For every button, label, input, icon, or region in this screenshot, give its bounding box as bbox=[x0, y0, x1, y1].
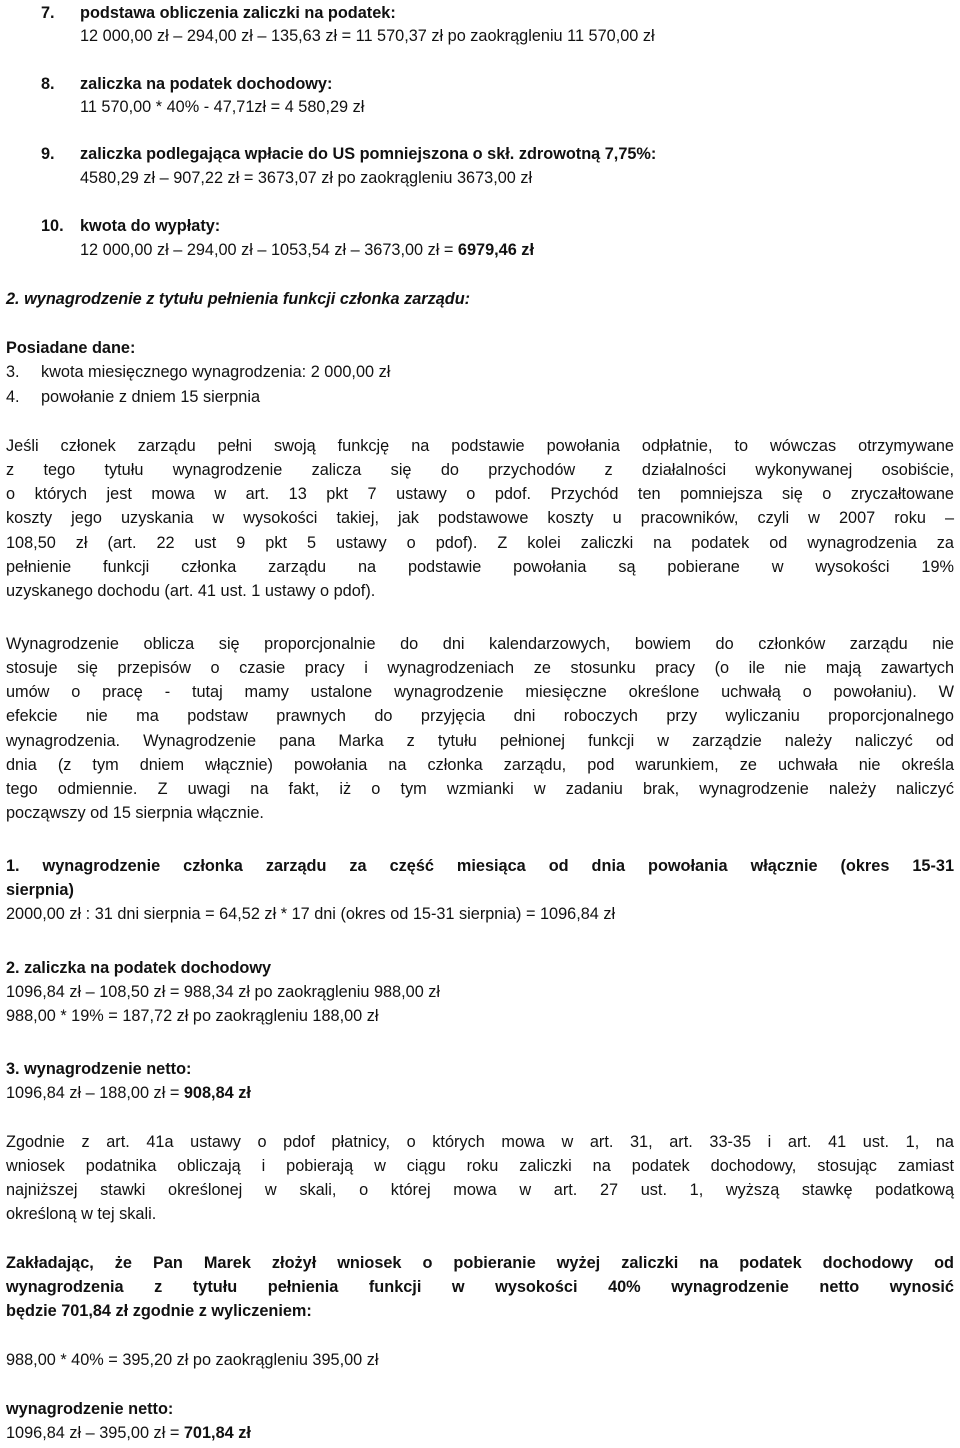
paragraph-3-line-4: określoną w tej skali. bbox=[6, 1205, 157, 1223]
calc-1-heading-line-2: sierpnia) bbox=[6, 881, 74, 899]
item-8-number: 8. bbox=[41, 75, 55, 93]
paragraph-2-line-5: wynagrodzenia. Wynagrodzenie pana Marka z tytułu pełnionej funkcji w zarządzie należy naliczyć od bbox=[6, 732, 954, 750]
item-10-calculation bbox=[80, 242, 534, 258]
final-calculation-text: 1096,84 zł – 395,00 zł = bbox=[6, 1424, 184, 1442]
final-heading: wynagrodzenie netto: bbox=[6, 1400, 174, 1418]
given-data-label: Posiadane dane: bbox=[6, 339, 136, 357]
paragraph-2-line-1: Wynagrodzenie oblicza się proporcjonalnie do dni kalendarzowych, bowiem do członków zarządu nie bbox=[6, 635, 954, 653]
given-data-item-3-text: kwota miesięcznego wynagrodzenia: 2 000,00 zł bbox=[41, 363, 391, 381]
paragraph-1-line-1: Jeśli członek zarządu pełni swoją funkcję na podstawie powołania odpłatnie, to wówczas otrzymywane bbox=[6, 437, 954, 455]
paragraph-1-line-5: 108,50 zł (art. 22 ust 9 pkt 5 ustawy o pdof). Z kolei zaliczki na podatek od wynagrodzenia za bbox=[6, 534, 954, 552]
paragraph-1-line-7: uzyskanego dochodu (art. 41 ust. 1 ustawy o pdof). bbox=[6, 582, 376, 600]
item-10-title: kwota do wypłaty: bbox=[80, 217, 221, 235]
item-8-calculation: 11 570,00 * 40% - 47,71zł = 4 580,29 zł bbox=[80, 98, 365, 116]
section-2-heading: 2. wynagrodzenie z tytułu pełnienia funkcji członka zarządu: bbox=[6, 290, 471, 308]
paragraph-2-line-3: umów o pracę - tutaj mamy ustalone wynagrodzenie miesięczne określone uchwałą o powołaniu). W bbox=[6, 683, 954, 701]
given-data-item-4-text: powołanie z dniem 15 sierpnia bbox=[41, 388, 261, 406]
item-10-result: 6979,46 zł bbox=[457, 241, 534, 259]
paragraph-3-line-1: Zgodnie z art. 41a ustawy o pdof płatnicy, o których mowa w art. 31, art. 33-35 i art. 41 ust. 1, na bbox=[6, 1133, 954, 1151]
calc-3-heading: 3. wynagrodzenie netto: bbox=[6, 1060, 192, 1078]
calc-3-calculation-text: 1096,84 zł – 188,00 zł = bbox=[6, 1084, 184, 1102]
final-calculation bbox=[6, 1425, 251, 1441]
paragraph-1-line-3: o których jest mowa w art. 13 pkt 7 ustawy o pdof. Przychód ten pomniejsza się o zryczałtowane bbox=[6, 485, 954, 503]
item-7-calculation: 12 000,00 zł – 294,00 zł – 135,63 zł = 11 570,37 zł po zaokrągleniu 11 570,00 zł bbox=[80, 27, 655, 45]
calc-3-calculation bbox=[6, 1085, 251, 1101]
item-8-title: zaliczka na podatek dochodowy: bbox=[80, 75, 333, 93]
paragraph-2-line-2: stosuje się przepisów o czasie pracy i wynagrodzeniach ze stosunku pracy (o ile nie mają zawartych bbox=[6, 659, 954, 677]
paragraph-2-line-4: efekcie nie ma podstaw prawnych do przyjęcia dni roboczych przy wyliczaniu proporcjonalnego bbox=[6, 707, 954, 725]
paragraph-4-line-3: będzie 701,84 zł zgodnie z wyliczeniem: bbox=[6, 1302, 312, 1320]
item-7-number: 7. bbox=[41, 4, 55, 22]
calc-2-line-1: 1096,84 zł – 108,50 zł = 988,34 zł po zaokrągleniu 988,00 zł bbox=[6, 983, 441, 1001]
paragraph-1-line-6: pełnienie funkcji członka zarządu na podstawie powołania są pobierane w wysokości 19% bbox=[6, 558, 954, 576]
paragraph-2-line-8: począwszy od 15 sierpnia włącznie. bbox=[6, 804, 264, 822]
item-10-number: 10. bbox=[41, 217, 64, 235]
paragraph-1-line-2: z tego tytułu wynagrodzenie zalicza się do przychodów z działalności wykonywanej osobiście, bbox=[6, 461, 954, 479]
item-7-title: podstawa obliczenia zaliczki na podatek: bbox=[80, 4, 396, 22]
paragraph-2-line-6: dnia (z tym dniem włącznie) powołania na członka zarządu, pod warunkiem, ze uchwała nie określa bbox=[6, 756, 954, 774]
item-9-calculation: 4580,29 zł – 907,22 zł = 3673,07 zł po zaokrągleniu 3673,00 zł bbox=[80, 169, 533, 187]
item-9-title: zaliczka podlegająca wpłacie do US pomniejszona o skł. zdrowotną 7,75%: bbox=[80, 145, 657, 163]
calc-3-result: 908,84 zł bbox=[183, 1084, 251, 1102]
calc-2-line-2: 988,00 * 19% = 187,72 zł po zaokrągleniu 188,00 zł bbox=[6, 1007, 379, 1025]
calc-1-heading-line-1: 1. wynagrodzenie członka zarządu za część miesiąca od dnia powołania włącznie (okres 15-31 bbox=[6, 857, 954, 875]
given-data-item-4-number: 4. bbox=[6, 388, 20, 406]
calc-2-heading: 2. zaliczka na podatek dochodowy bbox=[6, 959, 272, 977]
paragraph-4-line-1: Zakładając, że Pan Marek złożył wniosek o pobieranie wyżej zaliczki na podatek dochodowy od bbox=[6, 1254, 954, 1272]
given-data-item-3-number: 3. bbox=[6, 363, 20, 381]
calc-4-calculation: 988,00 * 40% = 395,20 zł po zaokrągleniu 395,00 zł bbox=[6, 1351, 379, 1369]
paragraph-3-line-2: wniosek podatnika obliczają i pobierają w ciągu roku zaliczki na podatek dochodowy, stosując zamiast bbox=[6, 1157, 954, 1175]
paragraph-4-line-2: wynagrodzenia z tytułu pełnienia funkcji w wysokości 40% wynagrodzenie netto wynosić bbox=[6, 1278, 954, 1296]
paragraph-3-line-3: najniższej stawki określonej w skali, o której mowa w art. 27 ust. 1, wyższą stawkę podatkową bbox=[6, 1181, 954, 1199]
final-result: 701,84 zł bbox=[183, 1424, 251, 1442]
paragraph-1-line-4: koszty jego uzyskania w wysokości takiej, jak podstawowe koszty u pracowników, czyli w 2007 roku – bbox=[6, 509, 954, 527]
paragraph-2-line-7: tego odmiennie. Z uwagi na fakt, iż o tym wzmianki w zadaniu brak, wynagrodzenie należy naliczyć bbox=[6, 780, 954, 798]
item-9-number: 9. bbox=[41, 145, 55, 163]
item-10-calculation-text: 12 000,00 zł – 294,00 zł – 1053,54 zł – 3673,00 zł = bbox=[80, 241, 458, 259]
calc-1-calculation: 2000,00 zł : 31 dni sierpnia = 64,52 zł * 17 dni (okres od 15-31 sierpnia) = 1096,84 zł bbox=[6, 905, 616, 923]
